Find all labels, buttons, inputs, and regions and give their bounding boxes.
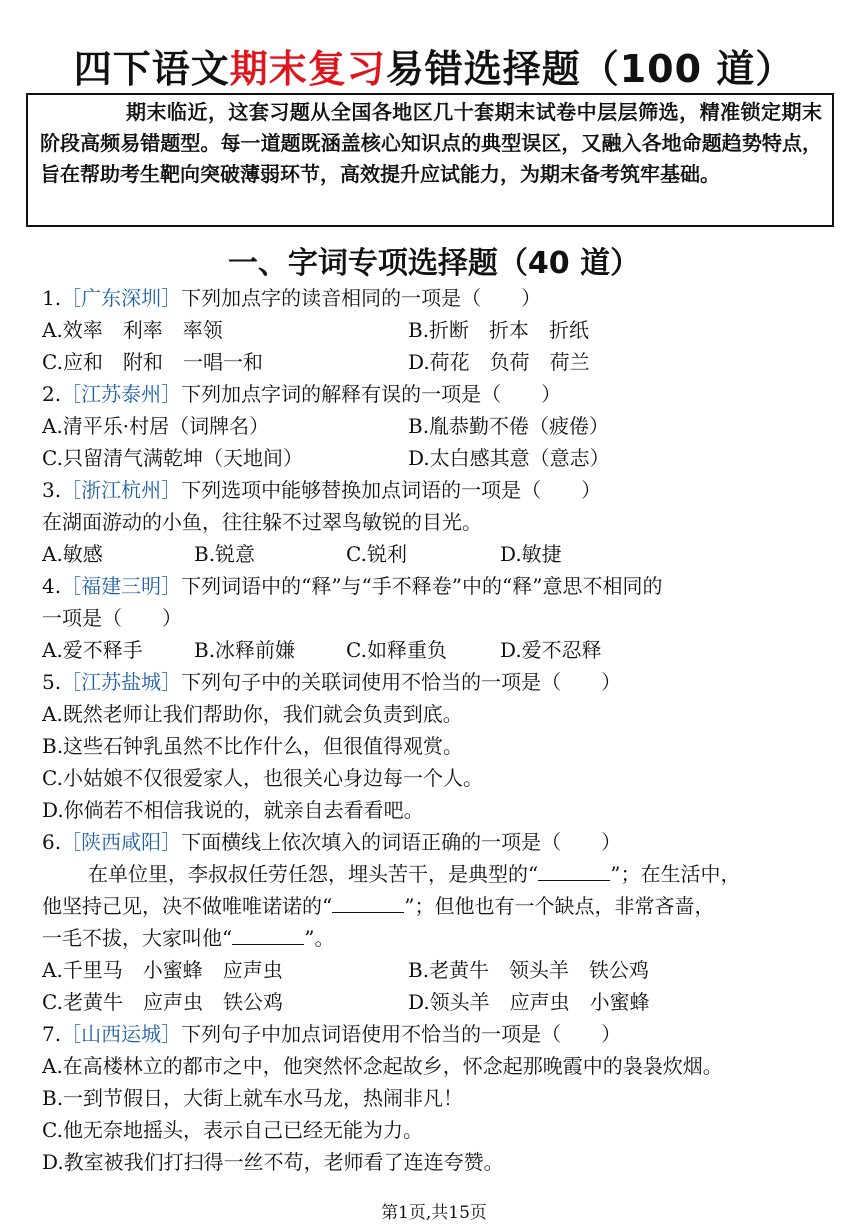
- question-6-passage-2: 他坚持己见，决不做唯唯诺诺的“ ”；但他也有一个缺点，非常吝啬，: [42, 894, 715, 918]
- option-c: C.老黄牛 应声虫 铁公鸡: [42, 990, 283, 1014]
- option-c: C.小姑娘不仅很爱家人，也很关心身边每一个人。: [42, 766, 483, 790]
- question-4-stem: 4.［福建三明］下列词语中的“释”与“手不释卷”中的“释”意思不相同的: [42, 574, 663, 598]
- intro-box: 期末临近，这套习题从全国各地区几十套期末试卷中层层筛选，精准锁定期末阶段高频易错题型。每一道题既涵盖核心知识点的典型误区，又融入各地命题趋势特点，旨在帮助考生靶向突破薄弱环节，高效提升应试能力，为期末备考筑牢基础。: [26, 93, 834, 227]
- region-tag: ［江苏泰州］: [61, 382, 182, 406]
- question-1-stem: 1.［广东深圳］下列加点字的读音相同的一项是（ ）: [42, 286, 542, 310]
- option-a: A.在高楼林立的都市之中，他突然怀念起故乡，怀念起那晚霞中的袅袅炊烟。: [42, 1054, 723, 1078]
- question-6-options-ab: [42, 954, 832, 986]
- option-c: C.只留清气满乾坤（天地间）: [42, 446, 303, 470]
- question-6-stem: 6.［陕西咸阳］下面横线上依次填入的词语正确的一项是（ ）: [42, 830, 622, 854]
- answer-blank: [232, 926, 304, 945]
- region-tag: ［山西运城］: [61, 1022, 182, 1046]
- option-d: D.荷花 负荷 荷兰: [408, 350, 590, 374]
- question-2-options-cd: [42, 442, 832, 474]
- option-a: A.效率 利率 率领: [42, 318, 223, 342]
- region-tag: ［浙江杭州］: [61, 478, 182, 502]
- option-d: D.领头羊 应声虫 小蜜蜂: [408, 990, 650, 1014]
- title-highlight: 期末复习: [229, 47, 386, 91]
- option-c: C.应和 附和 一唱一和: [42, 350, 263, 374]
- region-tag: ［福建三明］: [61, 574, 182, 598]
- question-3-stem: 3.［浙江杭州］下列选项中能够替换加点词语的一项是（ ）: [42, 478, 602, 502]
- page-footer: 第1页,共15页: [381, 1203, 487, 1223]
- question-7-stem: 7.［山西运城］下列句子中加点词语使用不恰当的一项是（ ）: [42, 1022, 622, 1046]
- question-2-stem: 2.［江苏泰州］下列加点字词的解释有误的一项是（ ）: [42, 382, 562, 406]
- question-1-options-ab: [42, 314, 832, 346]
- option-d: D.教室被我们打扫得一丝不苟，老师看了连连夸赞。: [42, 1150, 504, 1174]
- question-6-options-cd: [42, 986, 832, 1018]
- option-d: D.爱不忍释: [500, 638, 602, 662]
- region-tag: ［广东深圳］: [61, 286, 182, 310]
- question-3-sentence: 在湖面游动的小鱼，往往躲不过翠鸟敏锐的目光。: [42, 510, 482, 534]
- question-5-stem: 5.［江苏盐城］下列句子中的关联词使用不恰当的一项是（ ）: [42, 670, 622, 694]
- question-3-options: [42, 538, 832, 570]
- question-1-options-cd: [42, 346, 832, 378]
- option-b: B.胤恭勤不倦（疲倦）: [408, 414, 610, 438]
- answer-blank: [538, 862, 610, 881]
- section-title: 一、字词专项选择题（40 道）: [227, 246, 641, 281]
- question-4-stem-cont: 一项是（ ）: [42, 606, 182, 630]
- question-6-passage-3: 一毛不拔，大家叫他“ ”。: [42, 926, 335, 950]
- question-2-options-ab: [42, 410, 832, 442]
- answer-blank: [332, 894, 404, 913]
- question-list: [42, 282, 832, 1178]
- option-c: C.他无奈地摇头，表示自己已经无能为力。: [42, 1118, 423, 1142]
- option-a: A.敏感: [42, 542, 103, 566]
- option-c: C.锐利: [346, 542, 407, 566]
- option-a: A.既然老师让我们帮助你，我们就会负责到底。: [42, 702, 463, 726]
- option-b: B.老黄牛 领头羊 铁公鸡: [408, 958, 650, 982]
- option-a: A.清平乐·村居（词牌名）: [42, 414, 270, 438]
- option-d: D.太白感其意（意志）: [408, 446, 610, 470]
- question-4-options: [42, 634, 832, 666]
- document-title: 四下语文期末复习易错选择题（100 道）: [73, 47, 795, 91]
- option-c: C.如释重负: [346, 638, 447, 662]
- option-b: B.一到节假日，大街上就车水马龙，热闹非凡！: [42, 1086, 464, 1110]
- option-a: A.爱不释手: [42, 638, 143, 662]
- option-b: B.这些石钟乳虽然不比作什么，但很值得观赏。: [42, 734, 464, 758]
- option-d: D.你倘若不相信我说的，就亲自去看看吧。: [42, 798, 424, 822]
- region-tag: ［陕西咸阳］: [61, 830, 182, 854]
- option-d: D.敏捷: [500, 542, 562, 566]
- question-6-passage-1: 在单位里，李叔叔任劳任怨，埋头苦干，是典型的“ ”；在生活中，: [88, 862, 741, 886]
- option-a: A.千里马 小蜜蜂 应声虫: [42, 958, 283, 982]
- option-b: B.折断 折本 折纸: [408, 318, 590, 342]
- region-tag: ［江苏盐城］: [61, 670, 182, 694]
- option-b: B.锐意: [194, 542, 256, 566]
- option-b: B.冰释前嫌: [194, 638, 296, 662]
